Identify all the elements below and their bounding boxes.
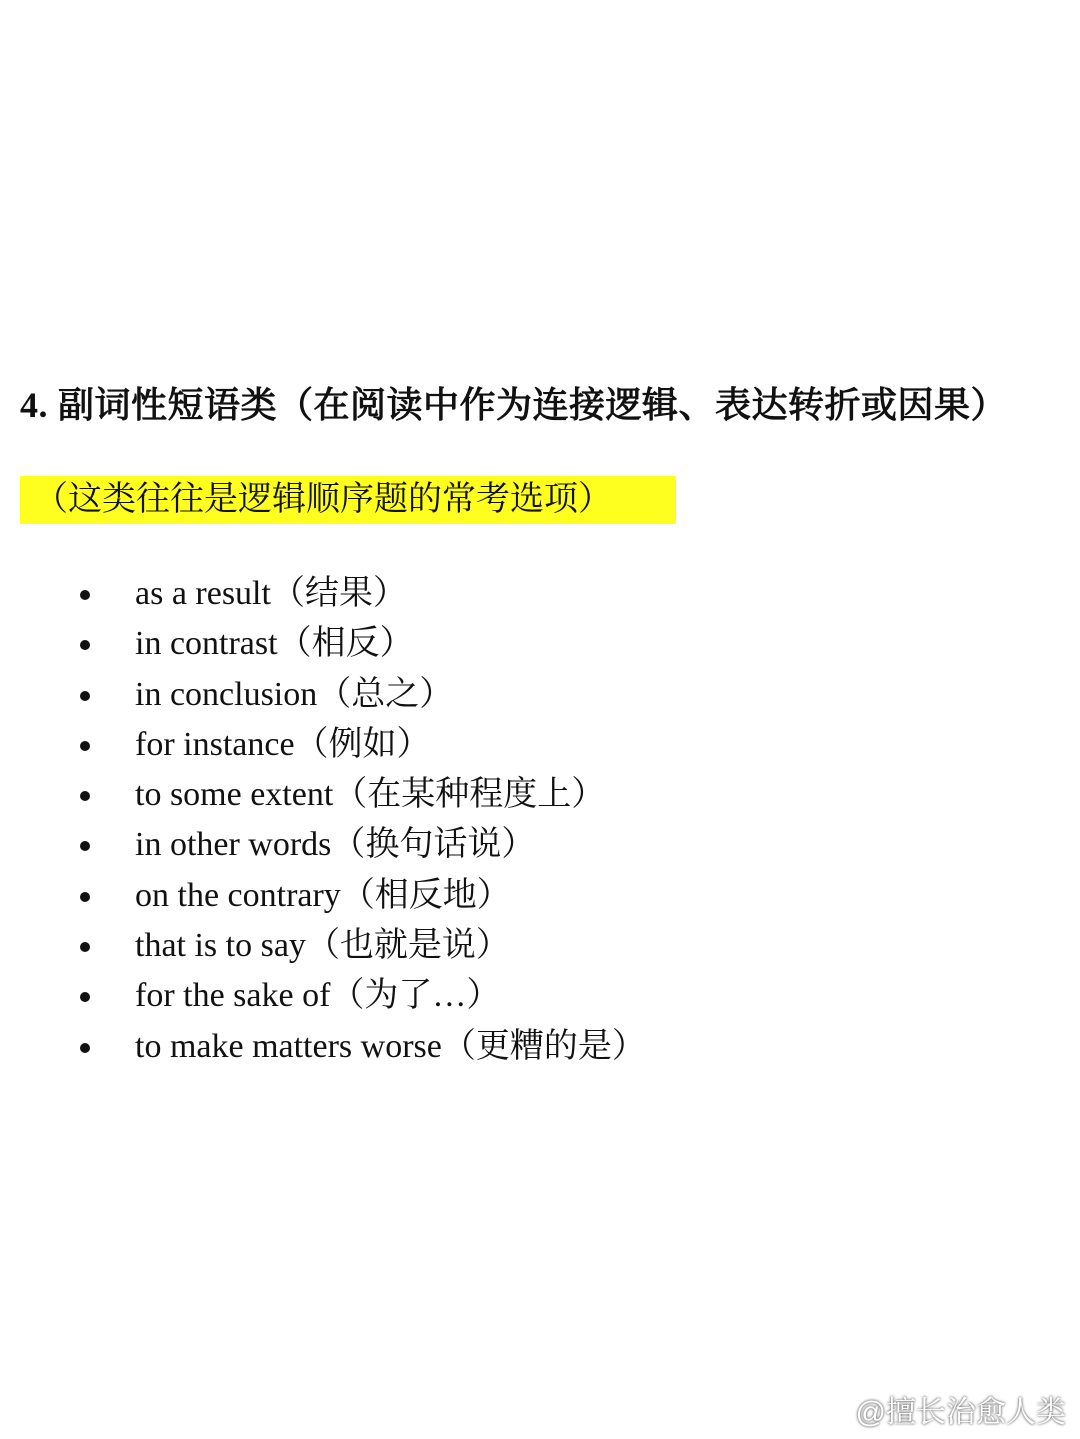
watermark-handle: @擅长治愈人类 — [855, 1396, 1066, 1429]
list-item-text: to make matters worse（更糟的是） — [135, 1027, 646, 1065]
bullet-icon — [80, 892, 90, 902]
list-item-text: in conclusion（总之） — [135, 675, 454, 713]
watermark — [818, 1387, 1066, 1431]
list-item-text: to some extent（在某种程度上） — [135, 776, 606, 814]
section-title: 副词性短语类（在阅读中作为连接逻辑、表达转折或因果） — [58, 385, 1008, 425]
weibo-logo-icon — [818, 1394, 852, 1424]
section-heading — [20, 380, 1007, 430]
section-number: 4. — [20, 385, 48, 425]
bullet-icon — [80, 590, 90, 600]
list-item-text: for instance（例如） — [135, 725, 431, 763]
bullet-icon — [80, 1043, 90, 1053]
bullet-icon — [80, 942, 90, 952]
list-item-text: as a result（结果） — [135, 575, 407, 612]
bullet-icon — [80, 791, 90, 801]
bullet-icon — [80, 741, 90, 751]
list-item-text: for the sake of（为了…） — [135, 977, 501, 1015]
list-item-text: that is to say（也就是说） — [135, 927, 510, 965]
bullet-icon — [80, 691, 90, 701]
highlighted-note: （这类往往是逻辑顺序题的常考选项） — [20, 476, 676, 524]
list-item-text: in contrast（相反） — [135, 625, 414, 663]
list-item-text: on the contrary（相反地） — [135, 876, 511, 914]
bullet-icon — [80, 841, 90, 851]
bullet-icon — [80, 992, 90, 1002]
list-item-text: in other words（换句话说） — [135, 826, 536, 864]
bullet-icon — [80, 640, 90, 650]
